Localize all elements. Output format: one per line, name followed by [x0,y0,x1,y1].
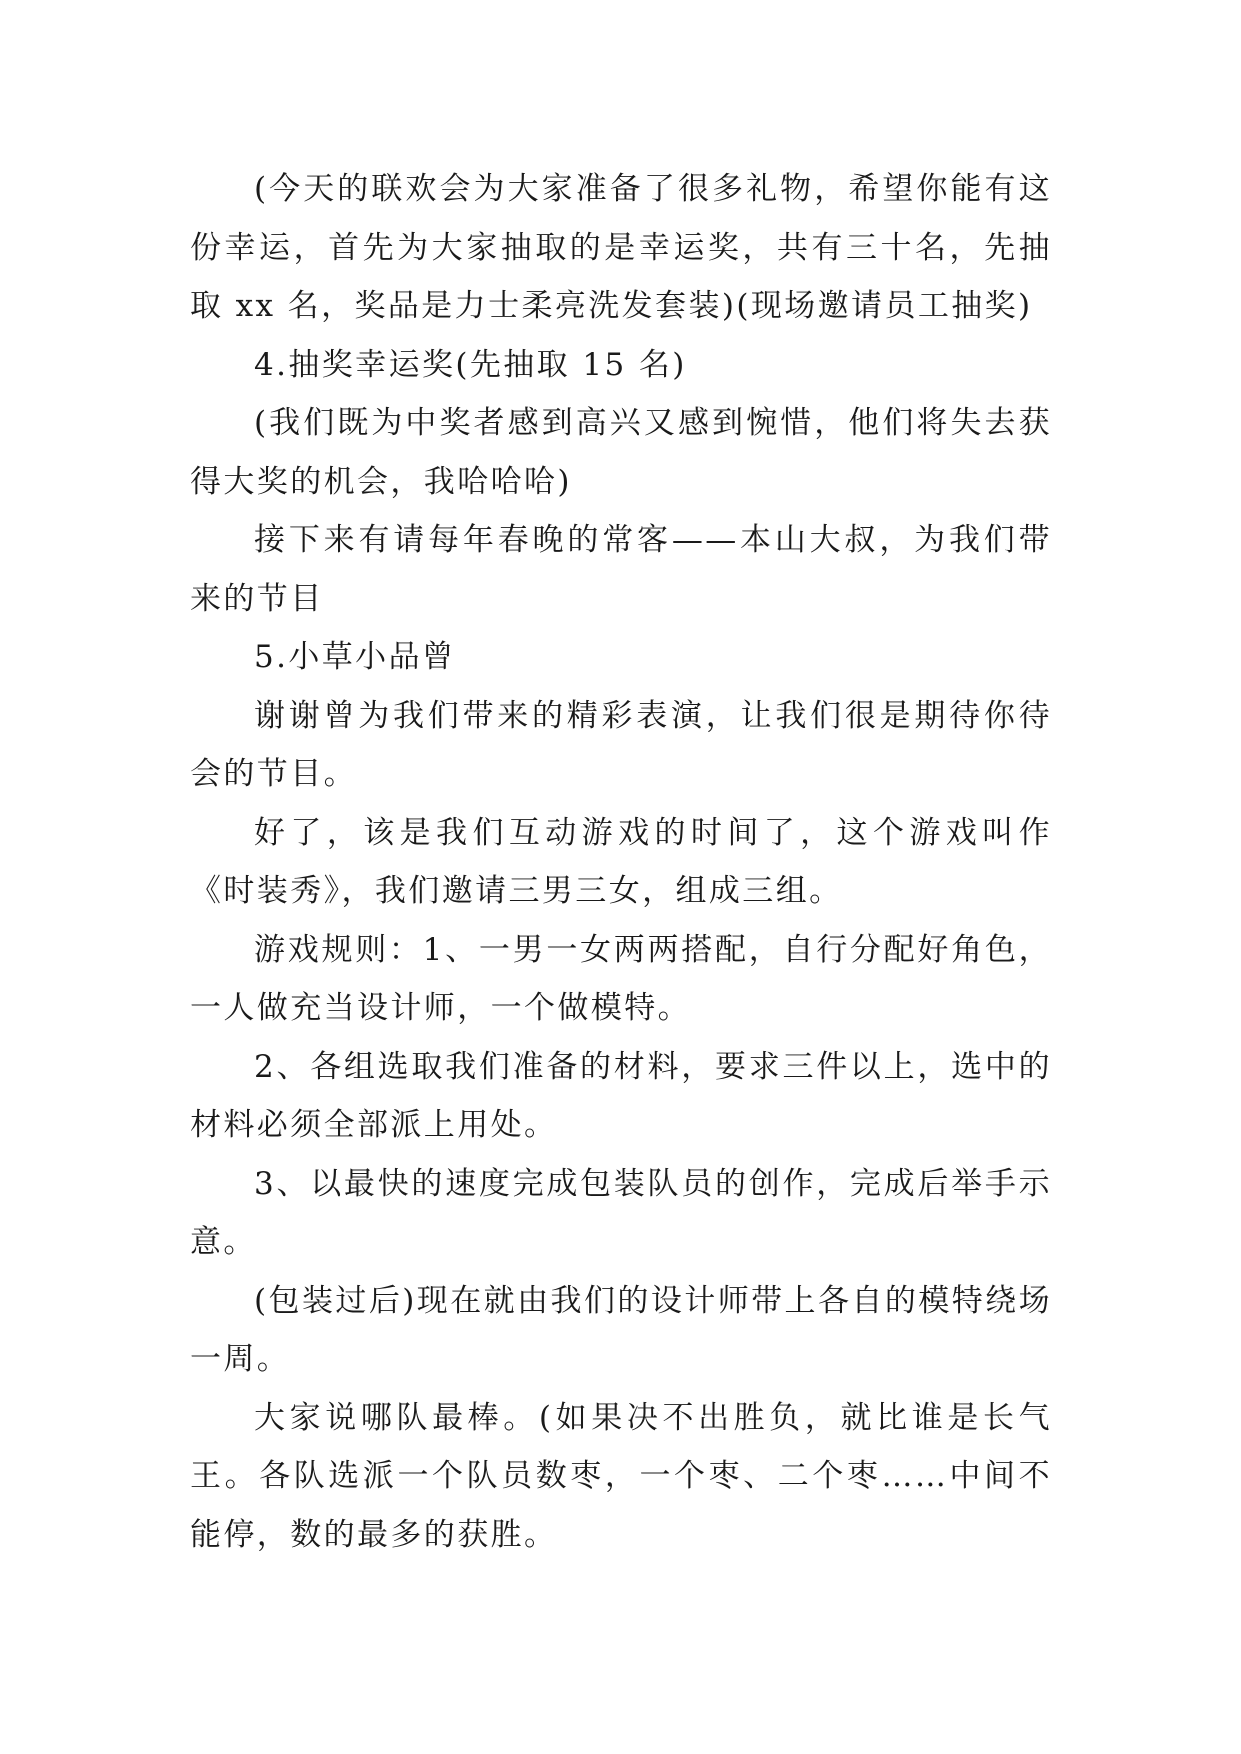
paragraph-rule-3: 3、以最快的速度完成包装队员的创作，完成后举手示意。 [190,1165,1052,1260]
paragraph-game-intro: 好了，该是我们互动游戏的时间了，这个游戏叫作《时装秀》，我们邀请三男三女，组成三组。 [190,814,1052,909]
paragraph-lottery-intro: (今天的联欢会为大家准备了很多礼物，希望你能有这份幸运，首先为大家抽取的是幸运奖，共有三十名，先抽取 xx 名，奖品是力士柔亮洗发套装)(现场邀请员工抽奖) [190,171,1052,324]
paragraph-rule-2: 2、各组选取我们准备的材料，要求三件以上，选中的材料必须全部派上用处。 [190,1048,1052,1143]
document-body [190,160,1052,1564]
paragraph-item-4: 4.抽奖幸运奖(先抽取 15 名) [254,346,687,383]
paragraph-next-act: 接下来有请每年春晚的常客——本山大叔，为我们带来的节目 [190,522,1052,617]
paragraph-thanks: 谢谢曾为我们带来的精彩表演，让我们很是期待你待会的节目。 [190,697,1052,792]
paragraph-catwalk: (包装过后)现在就由我们的设计师带上各自的模特绕场一周。 [190,1282,1052,1377]
paragraph-winners-remark: (我们既为中奖者感到高兴又感到惋惜，他们将失去获得大奖的机会，我哈哈哈) [190,405,1052,500]
paragraph-item-5: 5.小草小品曾 [254,639,456,675]
paragraph-tiebreak: 大家说哪队最棒。(如果决不出胜负，就比谁是长气王。各队选派一个队员数枣，一个枣、二个枣……中间不能停，数的最多的获胜。 [190,1399,1052,1553]
paragraph-rule-1: 游戏规则：1、一男一女两两搭配，自行分配好角色，一人做充当设计师，一个做模特。 [190,931,1052,1026]
